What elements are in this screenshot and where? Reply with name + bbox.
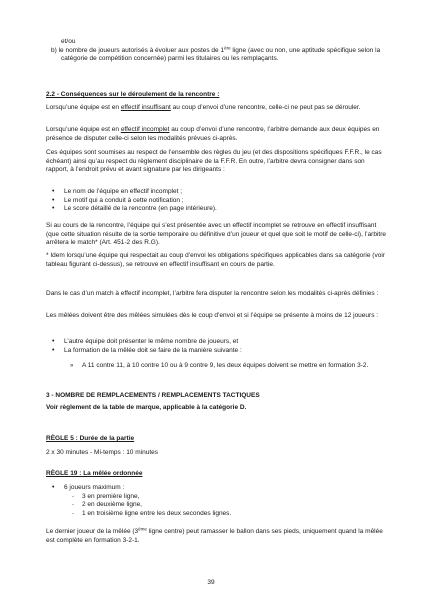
p2-text-a: Lorsqu’une équipe est en: [46, 126, 121, 133]
item-b: [46, 47, 386, 64]
last-sup: ème: [138, 526, 147, 532]
paragraph-6: Dans le cas d’un match à effectif incomplet, l’arbitre fera disputer la rencontre selon les modalités ci-après définies :: [46, 290, 379, 297]
list-item: • Le score détaillé de la rencontre (en page intérieure).: [46, 205, 386, 214]
item-b-sup: ère: [224, 45, 231, 51]
section-2-2-title: 2.2 - Conséquences sur le déroulement de la rencontre :: [46, 91, 220, 98]
rule-19-list: [46, 484, 386, 518]
last-text-b: ligne centre) peut ramasser le ballon dans ses pieds, uniquement quand la mêlée est complète en formation 3-2-1.: [46, 528, 383, 544]
paragraph-5: * Idem lorsqu’une équipe qui respectait au coup d’envoi les obligations spécifiques applicables dans sa catégorie (voir tableau figurant ci-dessus), se retrouve en effectif insuffisant en cours de partie.: [46, 252, 385, 268]
paragraph-2: [46, 126, 386, 143]
item-b-text-1: b) le nombre de joueurs autorisés à évoluer aux postes de 1: [51, 46, 225, 54]
list-continuation: [46, 38, 386, 64]
p2-underlined: effectif incomplet: [120, 126, 170, 133]
list-item: • Le nom de l’équipe en effectif incomplet ;: [46, 188, 386, 197]
rule-5-title: RÈGLE 5 : Durée de la partie: [46, 435, 135, 442]
rule-19-last-paragraph: [46, 528, 386, 545]
list-item: • L’autre équipe doit présenter le même nombre de joueurs, et: [46, 338, 386, 347]
scrum-bullet-list: [46, 338, 386, 355]
et-ou-text: et/ou: [61, 38, 76, 45]
item-b-text-2: ligne (avec ou non, une aptitude spécifique selon la catégorie de compétition concernée) parmi les titulaires ou les remplaçants.: [61, 46, 381, 63]
page-number: 39: [207, 579, 215, 586]
formation-item: » A 11 contre 11, à 10 contre 10 ou à 9 contre 9, les deux équipes doivent se mettre en formation 3-2.: [46, 362, 422, 371]
list-item: • 6 joueurs maximum :: [46, 484, 386, 493]
paragraph-7: Les mêlées doivent être des mêlées simulées dès le coup d’envoi et si l’équipe se présente à moins de 12 joueurs :: [46, 312, 379, 319]
p1-text-b: au coup d’envoi d’une rencontre, celle-ci ne peut pas se dérouler.: [170, 104, 361, 111]
p2-text-b: au coup d’envoi d’une rencontre, l’arbitre demande aux deux équipes en présence de disputer celle-ci selon les modalités prévues ci-après.: [46, 126, 380, 142]
rule-19-title: RÈGLE 19 : La mêlée ordonnée: [46, 470, 143, 477]
list-item: • Le motif qui a conduit à cette notification ;: [46, 197, 386, 206]
list-subitem: - 2 en deuxième ligne,: [46, 501, 386, 510]
list-item: • La formation de la mêlée doit se faire de la manière suivante :: [46, 347, 386, 356]
p1-text-a: Lorsqu’une équipe est en: [46, 104, 121, 111]
paragraph-3: Ces équipes sont soumises au respect de l’ensemble des règles du jeu (et des dispositions spécifiques F.F.R., le cas échéant) ainsi qu’au respect du règlement disciplinaire de la F.F.R. En outre, l’arbitre devra consigner dans son rapport, à l’endroit prévu et avant signature par les dirigeants :: [46, 149, 382, 174]
last-text-a: Le dernier joueur de la mêlée (3: [46, 528, 139, 535]
list-subitem: - 1 en troisième ligne entre les deux secondes lignes.: [46, 510, 386, 519]
list-subitem: - 3 en première ligne,: [46, 493, 386, 502]
p1-underlined: effectif insuffisant: [120, 104, 171, 111]
section-3-title: 3 - NOMBRE DE REMPLACEMENTS / REMPLACEMENTS TACTIQUES: [46, 392, 260, 399]
paragraph-1: [46, 104, 386, 113]
rule-5-text: 2 x 30 minutes - Mi-temps : 10 minutes: [46, 449, 158, 456]
report-bullet-list: [46, 188, 386, 214]
section-3-subtitle: Voir règlement de la table de marque, applicable à la catégorie D.: [46, 404, 247, 411]
paragraph-4: Si au cours de la rencontre, l’équipe qui s’est présentée avec un effectif incomplet se retrouve en effectif insuffisant (que cette situation résulte de la sortie temporaire ou définitive d’un joueur et quel que soit le motif de celle-ci), l’arbitre arrêtera le match* (Art. 451-2 des R.G).: [46, 222, 386, 247]
